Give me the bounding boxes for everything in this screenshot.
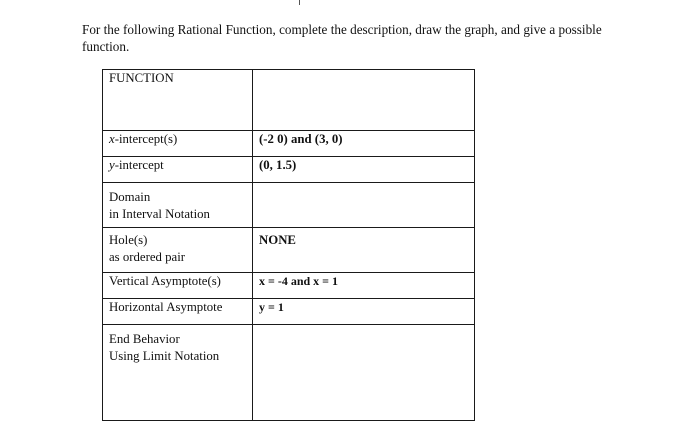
horizontal-asymptote-label: Horizontal Asymptote bbox=[103, 299, 253, 325]
domain-row bbox=[103, 183, 475, 228]
function-label: FUNCTION bbox=[103, 70, 253, 131]
horizontal-asymptote-row bbox=[103, 299, 475, 325]
y-intercept-row bbox=[103, 157, 475, 183]
vertical-asymptotes-label: Vertical Asymptote(s) bbox=[103, 273, 253, 299]
vertical-asymptotes-value: x = -4 and x = 1 bbox=[259, 274, 339, 288]
vertical-asymptotes-answer-cell[interactable] bbox=[253, 273, 475, 299]
y-intercept-answer-cell[interactable] bbox=[253, 157, 475, 183]
holes-value: NONE bbox=[259, 233, 296, 247]
holes-label: Hole(s) as ordered pair bbox=[103, 228, 253, 273]
function-answer-cell[interactable] bbox=[253, 70, 475, 131]
y-intercept-value: (0, 1.5) bbox=[259, 158, 297, 172]
rational-function-table bbox=[102, 69, 475, 421]
vertical-asymptotes-row bbox=[103, 273, 475, 299]
domain-label: Domain in Interval Notation bbox=[103, 183, 253, 228]
x-intercepts-row bbox=[103, 131, 475, 157]
x-intercepts-answer-cell[interactable] bbox=[253, 131, 475, 157]
end-behavior-answer-cell[interactable] bbox=[253, 325, 475, 421]
holes-row bbox=[103, 228, 475, 273]
end-behavior-row bbox=[103, 325, 475, 421]
x-intercepts-label: x-intercept(s) bbox=[103, 131, 253, 157]
end-behavior-label: End Behavior Using Limit Notation bbox=[103, 325, 253, 421]
function-row bbox=[103, 70, 475, 131]
page-tick-mark bbox=[299, 0, 300, 5]
y-intercept-label: y-intercept bbox=[103, 157, 253, 183]
horizontal-asymptote-value: y = 1 bbox=[259, 300, 284, 314]
x-intercepts-value: (-2 0) and (3, 0) bbox=[259, 132, 343, 146]
holes-answer-cell[interactable] bbox=[253, 228, 475, 273]
domain-answer-cell[interactable] bbox=[253, 183, 475, 228]
instructions-text: For the following Rational Function, complete the description, draw the graph, and give a possible function. bbox=[82, 22, 602, 54]
horizontal-asymptote-answer-cell[interactable] bbox=[253, 299, 475, 325]
